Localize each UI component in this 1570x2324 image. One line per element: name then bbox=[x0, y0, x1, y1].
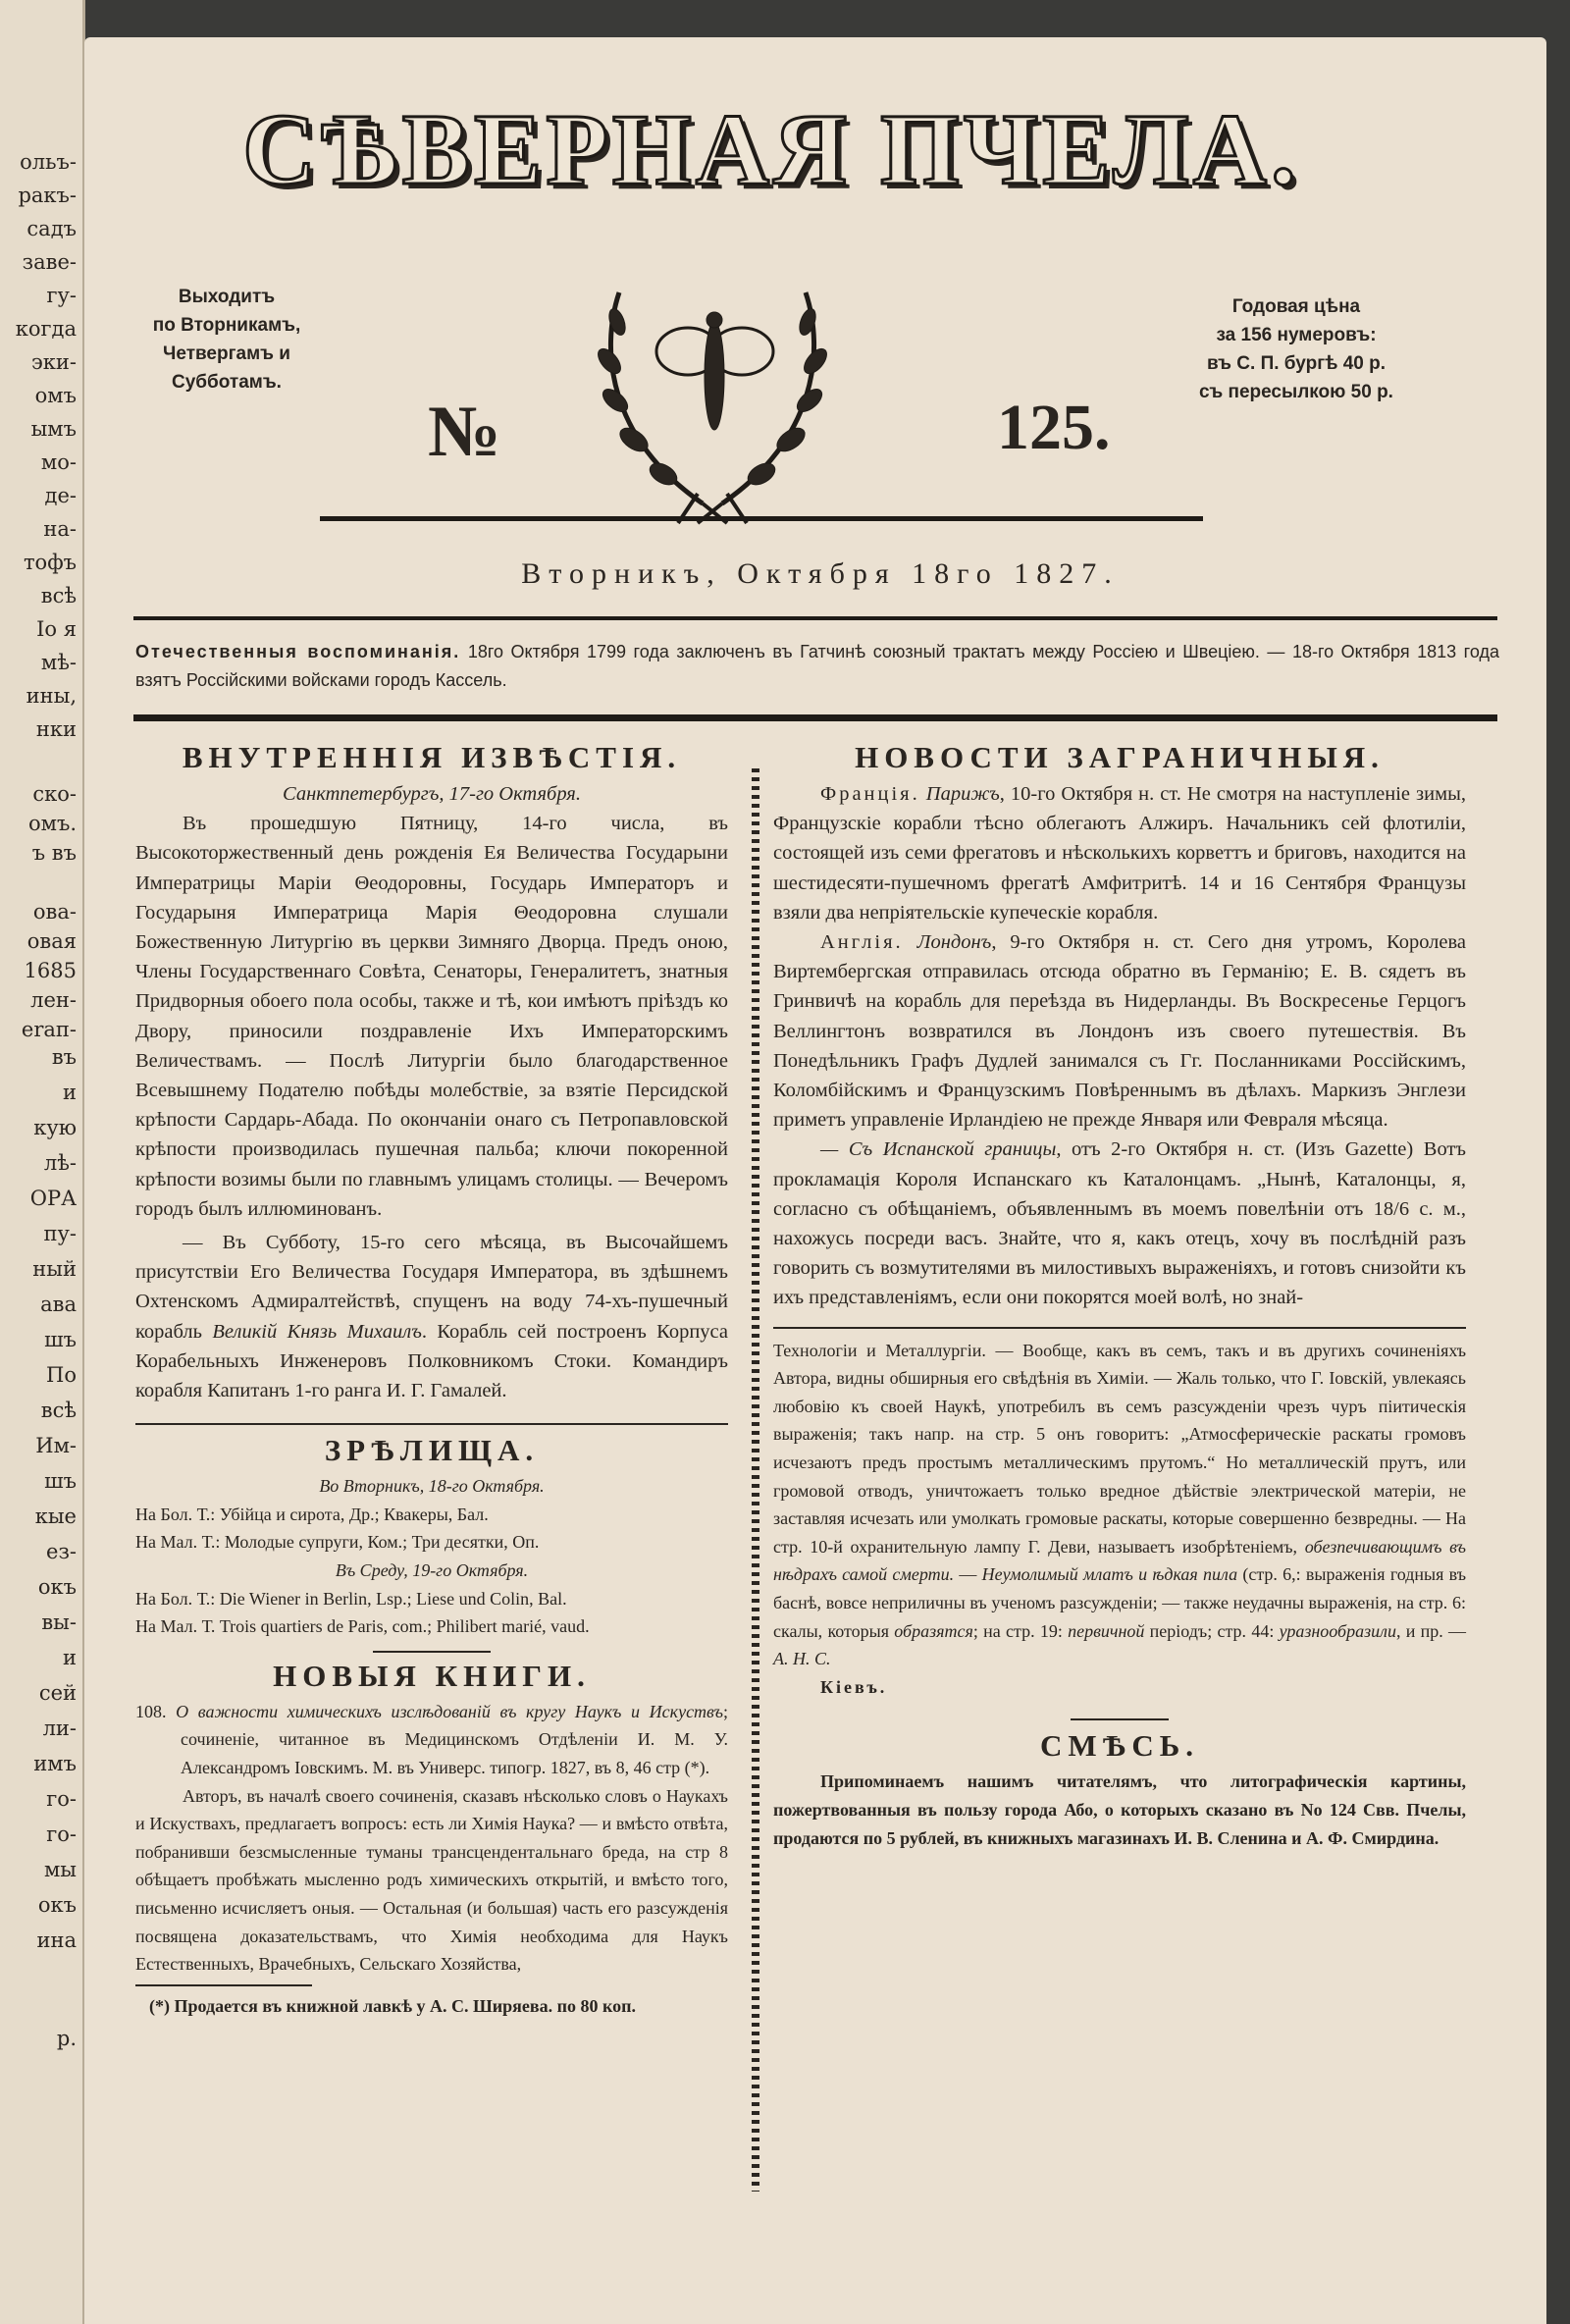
theatre-line: На Мал. Т. Trois quartiers de Paris, com.; Philibert marié, vaud. bbox=[135, 1616, 590, 1637]
domestic-paragraph-1: Въ прошедшую Пятницу, 14-го числа, въ Высокоторжественный день рожденія Ея Величества Государыни Императрицы Маріи Θеодоровны, Государь Императоръ и Государыня Императрица Марія Θеодоровна слушали Божественную Литургію въ церкви Зимняго Дворца. Предъ оною, Члены Государственнаго Совѣта, Сенаторы, Генералитетъ, знатныя Придворныя обоего пола особы, также и тѣ, кои имѣютъ пріѣздъ ко Двору, приносили поздравленіе Ихъ Императорскимъ Величествамъ. — Послѣ Литургіи было благодарственное Всевышнему Подателю побѣды молебствіе, за взятіе Персидской крѣпости Сардарь-Абада. По окончаніи онаго съ Петропавловской крѣпости производилась пушечная пальба; ключи покоренной крѣпости возимы были по главнымъ улицамъ столицы. — Вечеромъ городъ былъ иллюминованъ. bbox=[135, 813, 728, 1220]
previous-page-fragment: шъ bbox=[44, 1328, 77, 1351]
previous-page-fragment: сей bbox=[38, 1681, 77, 1705]
theatre-listing bbox=[135, 1472, 728, 1641]
schedule-line: Четвергамъ и bbox=[163, 343, 290, 364]
theatre-heading: ЗРѢЛИЩА. bbox=[324, 1433, 540, 1468]
previous-page-fragment: гу- bbox=[46, 284, 77, 307]
previous-page-fragment: 1685 bbox=[24, 959, 77, 982]
schedule-line: Выходитъ bbox=[178, 287, 276, 307]
previous-page-fragment: и bbox=[63, 1081, 77, 1104]
date-rule bbox=[133, 616, 1497, 620]
previous-page-fragment: ез- bbox=[46, 1540, 77, 1563]
issue-date: Вторникъ, Октября 18го 1827. bbox=[521, 557, 1120, 590]
previous-page-fragment: тофъ bbox=[23, 551, 77, 574]
previous-page-fragment: овая bbox=[26, 929, 77, 953]
right-column bbox=[773, 736, 1466, 1852]
schedule-line: Субботамъ. bbox=[172, 372, 282, 393]
theatre-line: На Бол. Т.: Die Wiener in Berlin, Lsp.; Liese und Colin, Bal. bbox=[135, 1588, 567, 1609]
rule bbox=[773, 1327, 1466, 1329]
issue-number: 125. bbox=[997, 392, 1111, 463]
previous-page-fragment: ско- bbox=[32, 782, 77, 806]
miscellany-heading: СМѢСЬ. bbox=[1040, 1728, 1199, 1764]
previous-page-fragment: кую bbox=[33, 1116, 77, 1139]
book-review-continued: Технологіи и Металлургіи. — Вообще, какъ въ семъ, такъ и въ другихъ сочиненіяхъ Автора, видны обширныя его свѣдѣнія въ Химіи. — Жаль только, что Г. Іовскій, увлекаясь любовію къ своей Наукѣ, употребилъ въ семъ разсужденіи чрезъ чуръ піитическія выраженія; такъ напр. на стр. 5 онъ говоритъ: „Атмосферическіе раскаты громовъ исчезаютъ предъ простымъ металлическимъ прутомъ.“ Но металлическій прутъ, или громовой отводъ, уничтожаетъ только вредное дѣйствіе электрической матеріи, не заставляя исчезать или умолкать громовые раскаты, которые совершенно безвредны. — На стр. 10-й охранительную лампу Г. Деви, называетъ изобрѣтеніемъ, обезпечивающимъ въ нѣдрахъ самой смерти. — Неумолимый млатъ и ѣдкая пила (стр. 6,: выраженія годныя въ баснѣ, вовсе неприличны въ ученомъ разсужденіи; — также неудачны выраженія, на стр. 6: скалы, которыя образятся; на стр. 19: первичной періодъ; стр. 44: уразнообразили, и пр. — А. Н. С. bbox=[773, 1340, 1466, 1669]
previous-page-fragment: омъ. bbox=[27, 812, 77, 835]
previous-page-fragment: ина bbox=[36, 1928, 77, 1952]
previous-page-fragment: ава bbox=[40, 1293, 77, 1316]
historical-memorials bbox=[135, 638, 1499, 695]
previous-page-fragment: эки- bbox=[31, 350, 77, 374]
domestic-paragraph-2: — Въ Субботу, 15-го сего мѣсяца, въ Высочайшемъ присутствіи Его Величества Государя Императора, въ здѣшнемъ Охтенскомъ Адмиралтействѣ, спущенъ на воду 74-хъ-пушечный корабль Великій Князь Михаилъ. Корабль сей построенъ Корпуса Корабельныхъ Инженеровъ Полковникомъ Стоки. Командиръ корабля Капитанъ 1-го ранга И. Г. Гамалей. bbox=[135, 1232, 728, 1402]
previous-page-fragment: По bbox=[46, 1363, 77, 1387]
previous-page-fragment: Им- bbox=[35, 1434, 77, 1457]
previous-page-fragment: ины, bbox=[26, 684, 77, 708]
memorials-lead: Отечественныя воспоминанія. bbox=[135, 642, 461, 661]
previous-page-fragment: ымъ bbox=[30, 417, 77, 441]
previous-page-fragment: ъ въ bbox=[31, 841, 77, 865]
theatre-date: Во Вторникъ, 18-го Октября. bbox=[319, 1476, 545, 1497]
previous-page-fragment: шъ bbox=[44, 1469, 77, 1493]
left-column bbox=[135, 736, 728, 2020]
previous-page-fragment: мы bbox=[43, 1858, 77, 1881]
price-line: за 156 нумеровъ: bbox=[1216, 325, 1377, 345]
previous-page-fragment: пу- bbox=[43, 1222, 77, 1245]
column-divider bbox=[752, 768, 759, 2192]
new-books-heading: НОВЫЯ КНИГИ. bbox=[273, 1658, 591, 1693]
previous-page-fragment: нки bbox=[35, 717, 77, 741]
previous-page-fragment: кые bbox=[34, 1505, 77, 1528]
previous-page-fragment: окъ bbox=[37, 1575, 77, 1599]
newspaper-title: СѢВЕРНАЯ ПЧЕЛА. bbox=[242, 93, 1300, 206]
publication-schedule bbox=[124, 283, 330, 396]
previous-page-fragment: го- bbox=[46, 1822, 77, 1846]
rule bbox=[1071, 1718, 1169, 1720]
theatre-line: На Мал. Т.: Молодые супруги, Ком.; Три десятки, Оп. bbox=[135, 1532, 540, 1553]
previous-page-fragment: лен- bbox=[30, 988, 77, 1012]
previous-page-fragment: го- bbox=[46, 1787, 77, 1811]
previous-page-fragment: мѣ- bbox=[40, 651, 77, 674]
previous-page-fragment: мо- bbox=[40, 450, 77, 474]
news-france: Франція. Парижъ, 10-го Октября н. ст. Не смотря на наступленіе зимы, Французскіе корабли тѣсно облегаютъ Алжиръ. Начальникъ сей флотиліи, состоящей изъ семи фрегатовъ и нѣсколькихъ корветтъ и бриговъ, находится на шестидесяти-пушечномъ фрегатѣ Амфитритѣ. 14 и 16 Сентября Французы взяли два непріятельскіе купеческіе корабля. bbox=[773, 783, 1466, 924]
rule bbox=[373, 1651, 491, 1653]
bee-emblem-icon bbox=[580, 283, 845, 528]
masthead-rule bbox=[320, 516, 1203, 521]
subscription-price bbox=[1174, 292, 1419, 406]
footnote: (*) Продается въ книжной лавкѣ у А. С. Ширяева. по 80 коп. bbox=[149, 1995, 637, 2016]
previous-page-fragment: ный bbox=[32, 1257, 77, 1281]
section-rule bbox=[133, 714, 1497, 721]
previous-page-fragment: омъ bbox=[34, 384, 77, 407]
book-title: О важности химическихъ изслѣдованій въ кругу Наукъ и Искуствъ bbox=[176, 1701, 723, 1721]
price-line: съ пересылкою 50 р. bbox=[1199, 382, 1393, 402]
previous-page-fragment: ова- bbox=[32, 900, 77, 924]
previous-page-edge bbox=[0, 0, 85, 2324]
previous-page-fragment: на- bbox=[43, 517, 77, 541]
price-line: въ С. П. бургѣ 40 р. bbox=[1206, 353, 1387, 374]
previous-page-fragment: когда bbox=[15, 317, 77, 341]
theatre-line: На Бол. Т.: Убійца и сирота, Др.; Квакеры, Бал. bbox=[135, 1504, 489, 1524]
previous-page-fragment: ольъ- bbox=[20, 150, 77, 174]
theatre-date: Въ Среду, 19-го Октября. bbox=[335, 1560, 529, 1581]
foreign-news-heading: НОВОСТИ ЗАГРАНИЧНЫЯ. bbox=[855, 740, 1385, 774]
news-spain: — Съ Испанской границы, отъ 2-го Октября н. ст. (Изъ Gazette) Вотъ прокламація Короля Испанскаго къ Каталонцамъ. „Нынѣ, Каталонцы, я, согласно съ обѣщаніемъ, объявленнымъ въ моемъ повелѣніи отъ 18/6 с. м., нахожусь посреди васъ. Знайте, что я, какъ отецъ, хочу въ послѣдній разъ говорить съ возмутителями въ милостивыхъ выраженіяхъ, и готовъ снизойти къ ихъ представленіямъ, если они покорятся моей волѣ, но знай- bbox=[773, 1138, 1466, 1309]
miscellany-text: Припоминаемъ нашимъ читателямъ, что литографическія картины, пожертвованныя въ пользу города Або, о которыхъ сказано въ No 124 Свв. Пчелы, продаются по 5 рублей, въ книжныхъ магазинахъ И. В. Сленина и А. Ф. Смирдина. bbox=[773, 1771, 1466, 1848]
book-review: Авторъ, въ началѣ своего сочиненія, сказавъ нѣсколько словъ о Наукахъ и Искуствахъ, предлагаетъ вопросъ: есть ли Химія Наука? — и вмѣсто отвѣта, побранивши безсмысленные туманы трансцендентальнаго бреда, на стр 8 обѣщаетъ пробѣжать мысленно родъ химическихъ открытій, и вмѣсто того, письменно исчисляетъ оныя. — Остальная (и большая) часть его разсужденія посвящена доказательствамъ, что Химія необходима для Наукъ Естественныхъ, Врачебныхъ, Сельскаго Хозяйства, bbox=[135, 1785, 728, 1975]
price-line: Годовая цѣна bbox=[1231, 296, 1361, 317]
news-england: Англія. Лондонъ, 9-го Октября н. ст. Сего дня утромъ, Королева Виртембергская отправилась отсюда обратно въ Германію; Е. В. сядетъ въ Гринвичѣ на корабль для переѣзда въ Нидерланды. Въ Воскресенье Герцогъ Веллингтонъ возвратился въ Лондонъ изъ своего путешествія. Въ Понедѣльникъ Графъ Дудлей занимался съ Гг. Посланниками Россійскимъ, Коломбійскимъ и Французскимъ Повѣреннымъ въ дѣлахъ. Маркизъ Энглези приметъ управленіе Ирландіею не прежде Января или Февраля мѣсяца. bbox=[773, 931, 1467, 1132]
previous-page-fragment: имъ bbox=[33, 1752, 77, 1775]
ship-name: Великій Князь Михаилъ bbox=[212, 1320, 422, 1343]
review-signature: А. Н. С. bbox=[773, 1649, 831, 1669]
memorials-text: 18го Октября 1799 года заключенъ въ Гатчинѣ союзный трактатъ между Россіею и Швеціею. — 18-го Октября 1813 года взятъ Россійскими войсками городъ Кассель. bbox=[135, 642, 1499, 690]
previous-page-fragment: лѣ- bbox=[43, 1151, 77, 1175]
issue-number-sign: № bbox=[428, 392, 501, 472]
schedule-line: по Вторникамъ, bbox=[152, 315, 301, 336]
previous-page-fragment: окъ bbox=[37, 1893, 77, 1917]
previous-page-fragment: заве- bbox=[22, 250, 77, 274]
previous-page-fragment: ОРА bbox=[29, 1187, 77, 1210]
previous-page-fragment: всѣ bbox=[40, 584, 77, 607]
dateline-petersburg: Санктпетербургъ, 17-го Октября. bbox=[283, 783, 581, 805]
previous-page-fragment: ли- bbox=[42, 1717, 77, 1740]
book-entry: 108. О важности химическихъ изслѣдованій въ кругу Наукъ и Искуствъ; сочиненіе, читанное въ Медицинскомъ Отдѣленіи И. М. У. Александромъ Іовскимъ. М. въ Универс. типогр. 1827, въ 8, 46 стр (*). bbox=[135, 1701, 728, 1778]
review-place: Кіевъ. bbox=[820, 1676, 888, 1697]
rule bbox=[135, 1423, 728, 1425]
previous-page-fragment: садъ bbox=[26, 217, 77, 240]
previous-page-fragment: въ bbox=[51, 1045, 77, 1069]
previous-page-fragment: вы- bbox=[41, 1611, 77, 1634]
newspaper-page bbox=[84, 37, 1546, 2324]
previous-page-fragment: ракъ- bbox=[18, 184, 77, 207]
domestic-news-heading: ВНУТРЕННІЯ ИЗВѢСТІЯ. bbox=[182, 740, 682, 774]
previous-page-fragment: Іо я bbox=[36, 617, 77, 641]
previous-page-fragment: де- bbox=[44, 484, 77, 507]
previous-page-fragment: и bbox=[63, 1646, 77, 1669]
footnote-rule bbox=[135, 1984, 312, 1986]
previous-page-fragment: р. bbox=[56, 2027, 77, 2050]
previous-page-fragment: еrап- bbox=[21, 1018, 77, 1041]
previous-page-fragment: всѣ bbox=[40, 1399, 77, 1422]
